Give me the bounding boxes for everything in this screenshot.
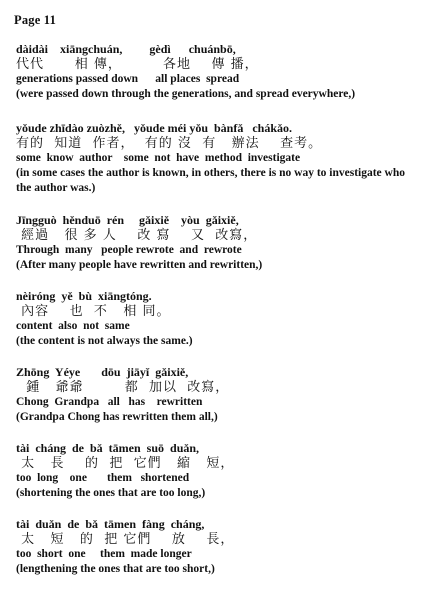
translation-line: (in some cases the author is known, in others, there is no way to investigate who the author was.) bbox=[16, 167, 405, 194]
pinyin-line: tài duǎn de bǎ tāmen fàng cháng, bbox=[16, 517, 205, 531]
page-number: Page 11 bbox=[14, 13, 57, 27]
translation-line: (the content is not always the same.) bbox=[16, 335, 193, 347]
hanzi-line: 鍾 爺爺 都 加以 改寫， bbox=[16, 380, 230, 395]
translation-line: (After many people have rewritten and rewritten,) bbox=[16, 259, 263, 271]
hanzi-line: 有的 知道 作者， 有的 沒 有 辦法 查考。 bbox=[16, 136, 323, 151]
gloss-line: too long one them shortened bbox=[16, 472, 190, 484]
gloss-line: Through many people rewrote and rewrote bbox=[16, 244, 242, 256]
pinyin-line: tài cháng de bǎ tāmen suō duǎn, bbox=[16, 441, 200, 455]
pinyin-line: dàidài xiāngchuán, gèdì chuánbō, bbox=[16, 42, 236, 56]
translation-line: (lengthening the ones that are too short,) bbox=[16, 563, 215, 575]
pinyin-line: nèiróng yě bù xiāngtóng. bbox=[16, 289, 152, 303]
text-block-4 bbox=[16, 289, 416, 349]
pinyin-line: Jīngguò hěnduō rén gǎixiě yòu gǎixiě, bbox=[16, 213, 239, 227]
hanzi-line: 內容 也 不 相 同。 bbox=[16, 304, 171, 319]
translation-line: (Grandpa Chong has rewritten them all,) bbox=[16, 411, 218, 423]
text-block-7 bbox=[16, 517, 416, 577]
hanzi-line: 代代 相 傳， 各地 傳 播， bbox=[16, 57, 259, 72]
text-block-6 bbox=[16, 441, 416, 501]
hanzi-line: 太 短 的 把 它們 放 長， bbox=[16, 532, 235, 547]
hanzi-line: 太 長 的 把 它們 縮 短， bbox=[16, 456, 235, 471]
text-block-5 bbox=[16, 365, 416, 425]
pinyin-line: Zhōng Yéye dōu jiāyǐ gǎixiě, bbox=[16, 365, 189, 379]
gloss-line: generations passed down all places spread bbox=[16, 73, 240, 85]
gloss-line: content also not same bbox=[16, 320, 130, 332]
text-block-3 bbox=[16, 213, 416, 273]
translation-line: (were passed down through the generations, and spread everywhere,) bbox=[16, 88, 356, 100]
pinyin-line: yǒude zhīdào zuòzhě, yǒude méi yǒu bànfǎ chákǎo. bbox=[16, 121, 293, 135]
hanzi-line: 經過 很 多 人 改 寫 又 改寫， bbox=[16, 228, 258, 243]
text-block-1 bbox=[16, 42, 416, 102]
translation-line: (shortening the ones that are too long,) bbox=[16, 487, 206, 499]
gloss-line: too short one them made longer bbox=[16, 548, 192, 560]
text-block-2 bbox=[16, 121, 416, 196]
gloss-line: Chong Grandpa all has rewritten bbox=[16, 396, 203, 408]
gloss-line: some know author some not have method investigate bbox=[16, 152, 301, 164]
